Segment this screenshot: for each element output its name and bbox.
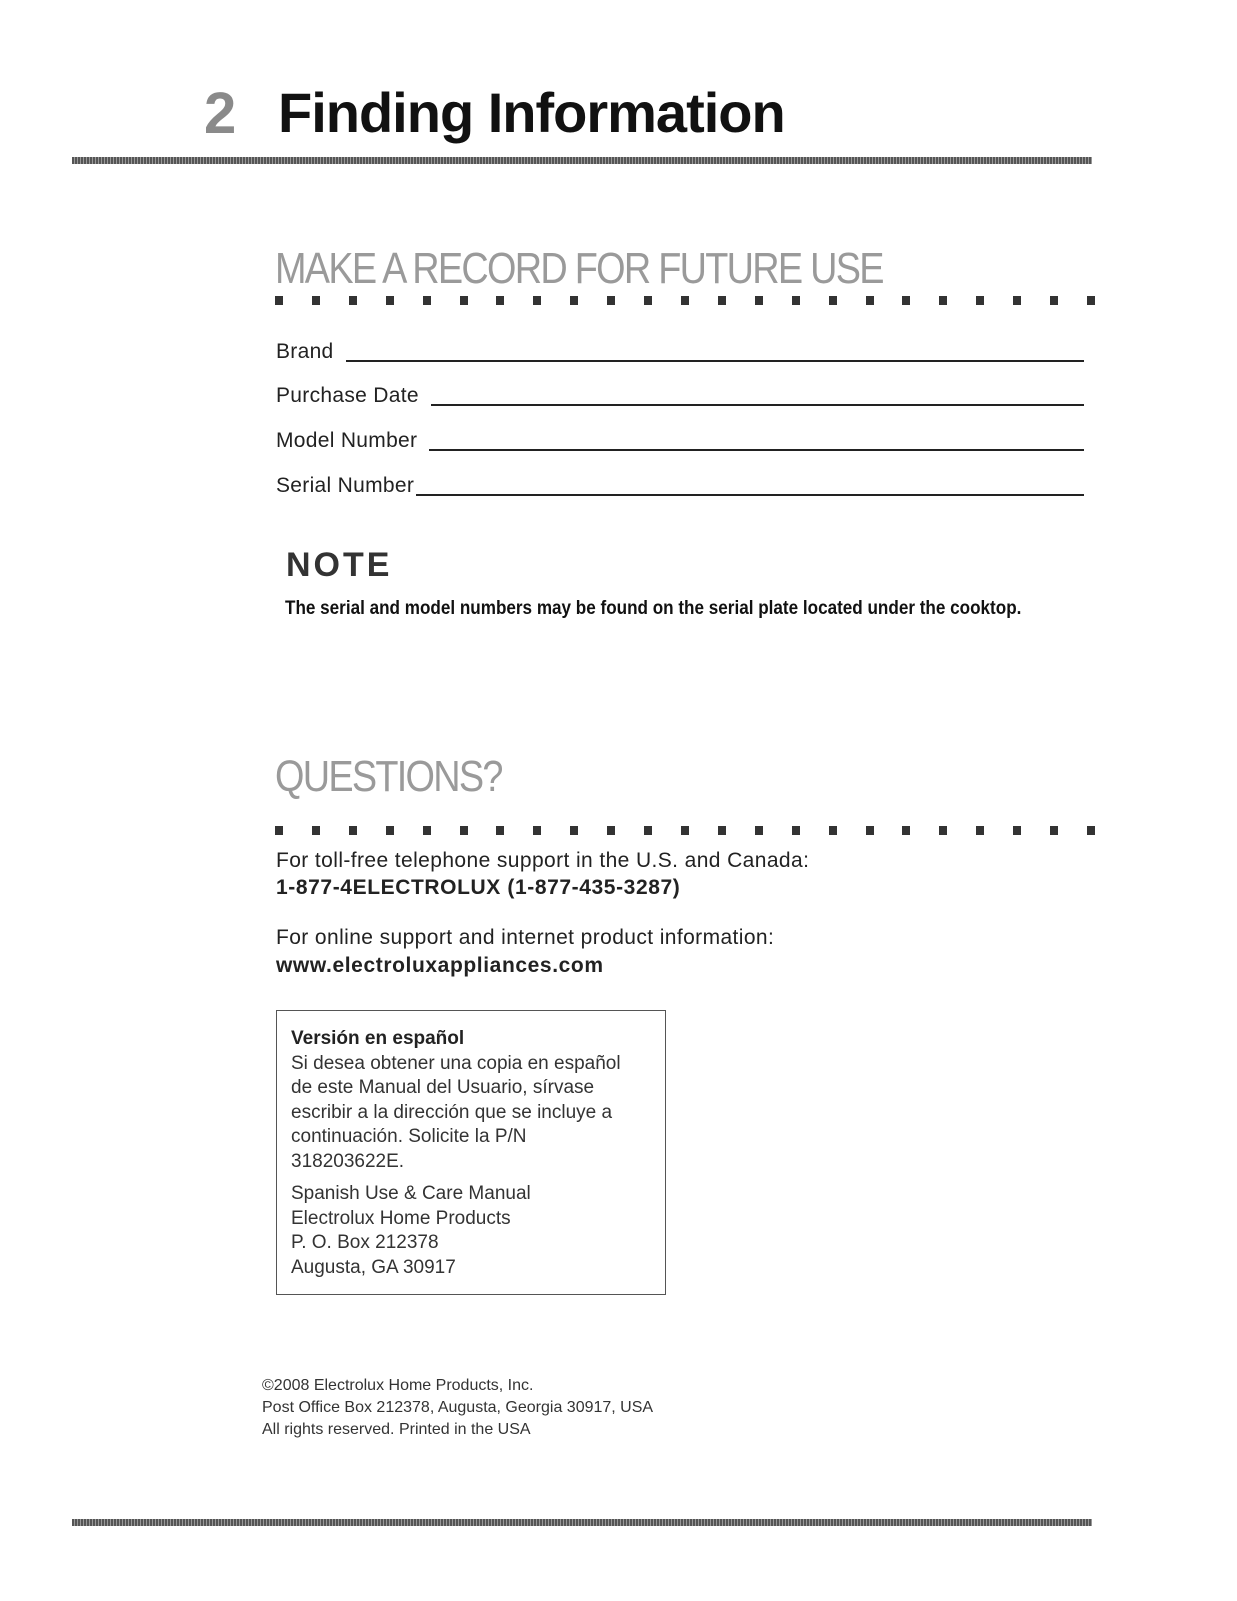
model-number-blank-line bbox=[429, 449, 1084, 451]
spanish-version-box bbox=[276, 1010, 666, 1295]
footer-rights: All rights reserved. Printed in the USA bbox=[262, 1421, 531, 1438]
footer-address: Post Office Box 212378, Augusta, Georgia 30917, USA bbox=[262, 1399, 654, 1416]
chapter-number: 2 bbox=[204, 81, 238, 146]
header-divider bbox=[72, 157, 1092, 164]
spanish-body-line: 318203622E. bbox=[291, 1150, 405, 1172]
model-number-label: Model Number bbox=[276, 429, 418, 452]
purchase-date-blank-line bbox=[431, 404, 1084, 406]
serial-number-blank-line bbox=[416, 494, 1084, 496]
phone-support-intro: For toll-free telephone support in the U.S. and Canada: bbox=[276, 849, 810, 872]
spanish-manual-address bbox=[291, 1182, 651, 1280]
record-dot-divider bbox=[275, 296, 1095, 305]
serial-number-field-row bbox=[276, 472, 1084, 498]
record-section-heading: MAKE A RECORD FOR FUTURE USE bbox=[275, 244, 883, 293]
page-title: Finding Information bbox=[278, 81, 785, 144]
brand-blank-line bbox=[346, 360, 1084, 362]
questions-dot-divider bbox=[275, 826, 1095, 835]
spanish-box-body bbox=[291, 1052, 651, 1175]
spanish-body-line: Si desea obtener una copia en español bbox=[291, 1052, 621, 1074]
purchase-date-label: Purchase Date bbox=[276, 384, 419, 407]
note-heading: NOTE bbox=[286, 546, 393, 584]
brand-field-row bbox=[276, 338, 1084, 364]
spanish-body-line: continuación. Solicite la P/N bbox=[291, 1126, 527, 1147]
purchase-date-field-row bbox=[276, 382, 1084, 408]
address-line: Electrolux Home Products bbox=[291, 1207, 511, 1229]
model-number-field-row bbox=[276, 427, 1084, 453]
address-line: Spanish Use & Care Manual bbox=[291, 1183, 531, 1204]
address-line: P. O. Box 212378 bbox=[291, 1232, 439, 1253]
footer-divider bbox=[72, 1519, 1092, 1526]
serial-number-label: Serial Number bbox=[276, 474, 415, 497]
questions-section-heading: QUESTIONS? bbox=[275, 752, 502, 801]
note-text: The serial and model numbers may be found on the serial plate located under the cooktop. bbox=[285, 598, 1022, 619]
footer-copyright: ©2008 Electrolux Home Products, Inc. bbox=[262, 1377, 534, 1394]
spanish-body-line: de este Manual del Usuario, sírvase bbox=[291, 1077, 595, 1098]
address-line: Augusta, GA 30917 bbox=[291, 1256, 456, 1278]
online-support-intro: For online support and internet product information: bbox=[276, 926, 775, 949]
phone-number[interactable]: 1-877-4ELECTROLUX (1-877-435-3287) bbox=[276, 876, 681, 899]
website-link[interactable]: www.electroluxappliances.com bbox=[276, 954, 604, 977]
spanish-box-heading: Versión en español bbox=[291, 1028, 465, 1049]
brand-label: Brand bbox=[276, 340, 334, 363]
spanish-body-line: escribir a la dirección que se incluye a bbox=[291, 1101, 613, 1123]
